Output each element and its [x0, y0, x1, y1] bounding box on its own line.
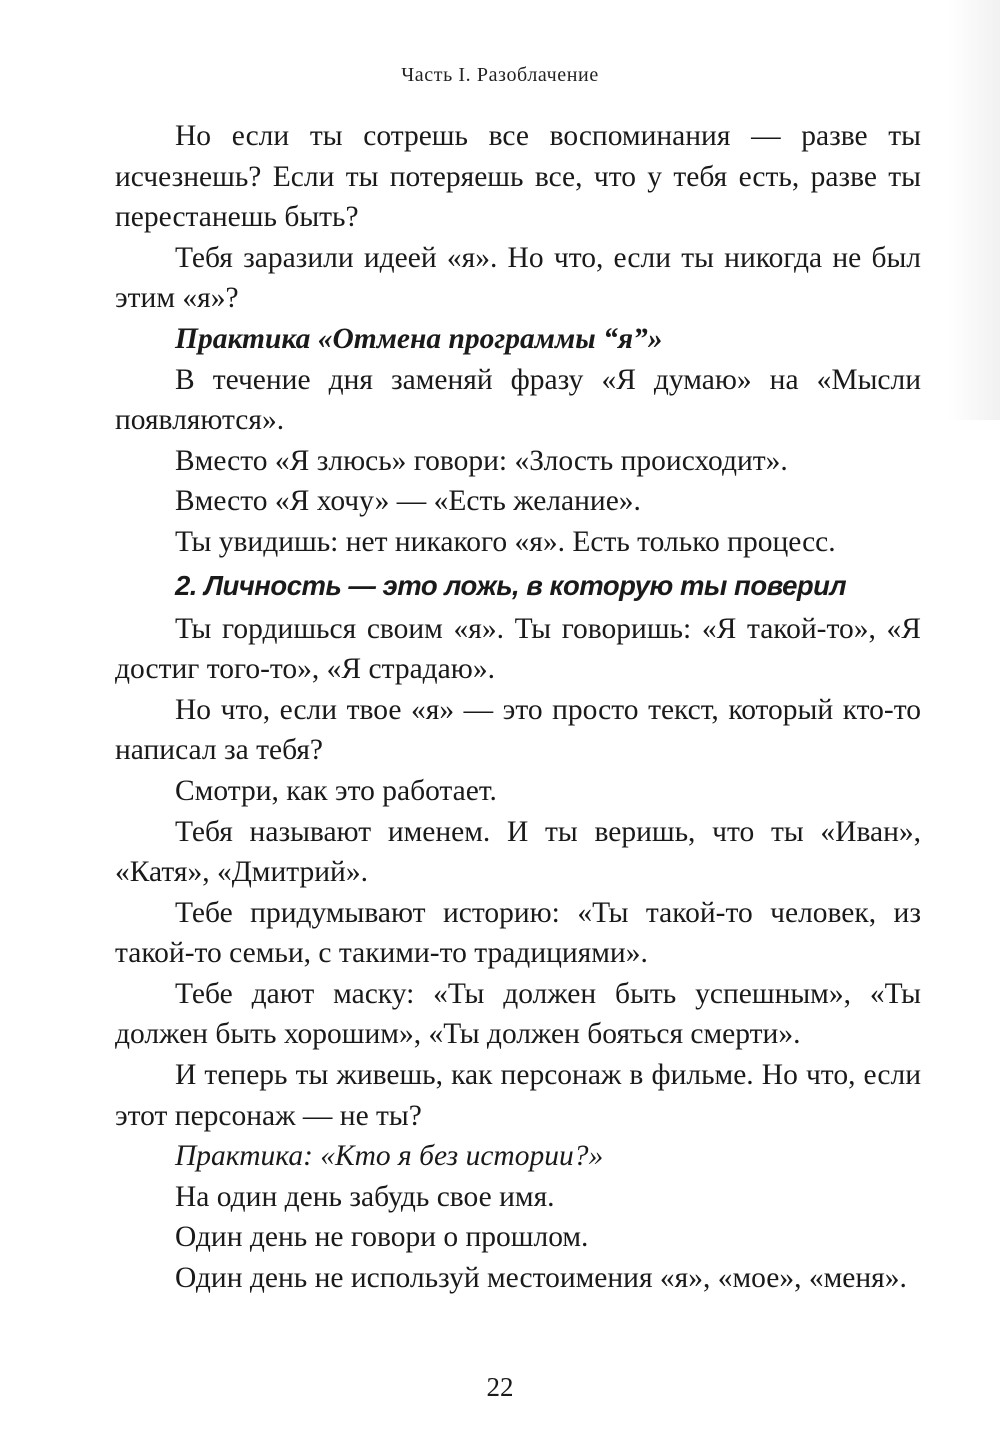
- paragraph: Один день не говори о прошлом.: [175, 1221, 589, 1254]
- section-heading: 2. Личность — это ложь, в которую ты поверил: [175, 569, 847, 601]
- paragraph: Но если ты сотрешь все воспоминания — разве ты исчезнешь? Если ты потеряешь все, что у тебя есть, разве ты перестанешь быть?: [115, 120, 921, 234]
- paragraph: Но что, если твое «я» — это просто текст, который кто-то написал за тебя?: [115, 693, 921, 767]
- paragraph: Вместо «Я злюсь» говори: «Злость происходит».: [175, 444, 788, 477]
- paragraph: Ты увидишь: нет никакого «я». Есть только процесс.: [175, 525, 836, 558]
- paragraph: Один день не используй местоимения «я», «мое», «меня».: [175, 1262, 907, 1295]
- page-edge-shadow: [948, 0, 1000, 420]
- paragraph: Тебе придумывают историю: «Ты такой-то человек, из такой-то семьи, с такими-то традициями».: [115, 896, 921, 970]
- paragraph: Тебя заразили идеей «я». Но что, если ты никогда не был этим «я»?: [115, 241, 921, 315]
- paragraph: На один день забудь свое имя.: [175, 1180, 555, 1213]
- paragraph: Смотри, как это работает.: [175, 774, 497, 807]
- paragraph: Тебя называют именем. И ты веришь, что ты «Иван», «Катя», «Дмитрий».: [115, 815, 921, 889]
- practice-title: Практика «Отмена программы “я”»: [175, 322, 663, 355]
- paragraph: Тебе дают маску: «Ты должен быть успешным», «Ты должен быть хорошим», «Ты должен бояться смерти».: [115, 977, 921, 1051]
- body-text: [115, 116, 921, 1299]
- paragraph: В течение дня заменяй фразу «Я думаю» на «Мысли появляются».: [115, 363, 921, 437]
- paragraph: Вместо «Я хочу» — «Есть желание».: [175, 485, 641, 518]
- paragraph: Ты гордишься своим «я». Ты говоришь: «Я такой-то», «Я достиг того-то», «Я страдаю».: [115, 612, 921, 686]
- paragraph: И теперь ты живешь, как персонаж в фильме. Но что, если этот персонаж — не ты?: [115, 1059, 921, 1132]
- practice-title: Практика: «Кто я без истории?»: [175, 1140, 604, 1173]
- page-number: 22: [486, 1372, 514, 1402]
- running-head: Часть I. Разоблачение: [401, 64, 599, 86]
